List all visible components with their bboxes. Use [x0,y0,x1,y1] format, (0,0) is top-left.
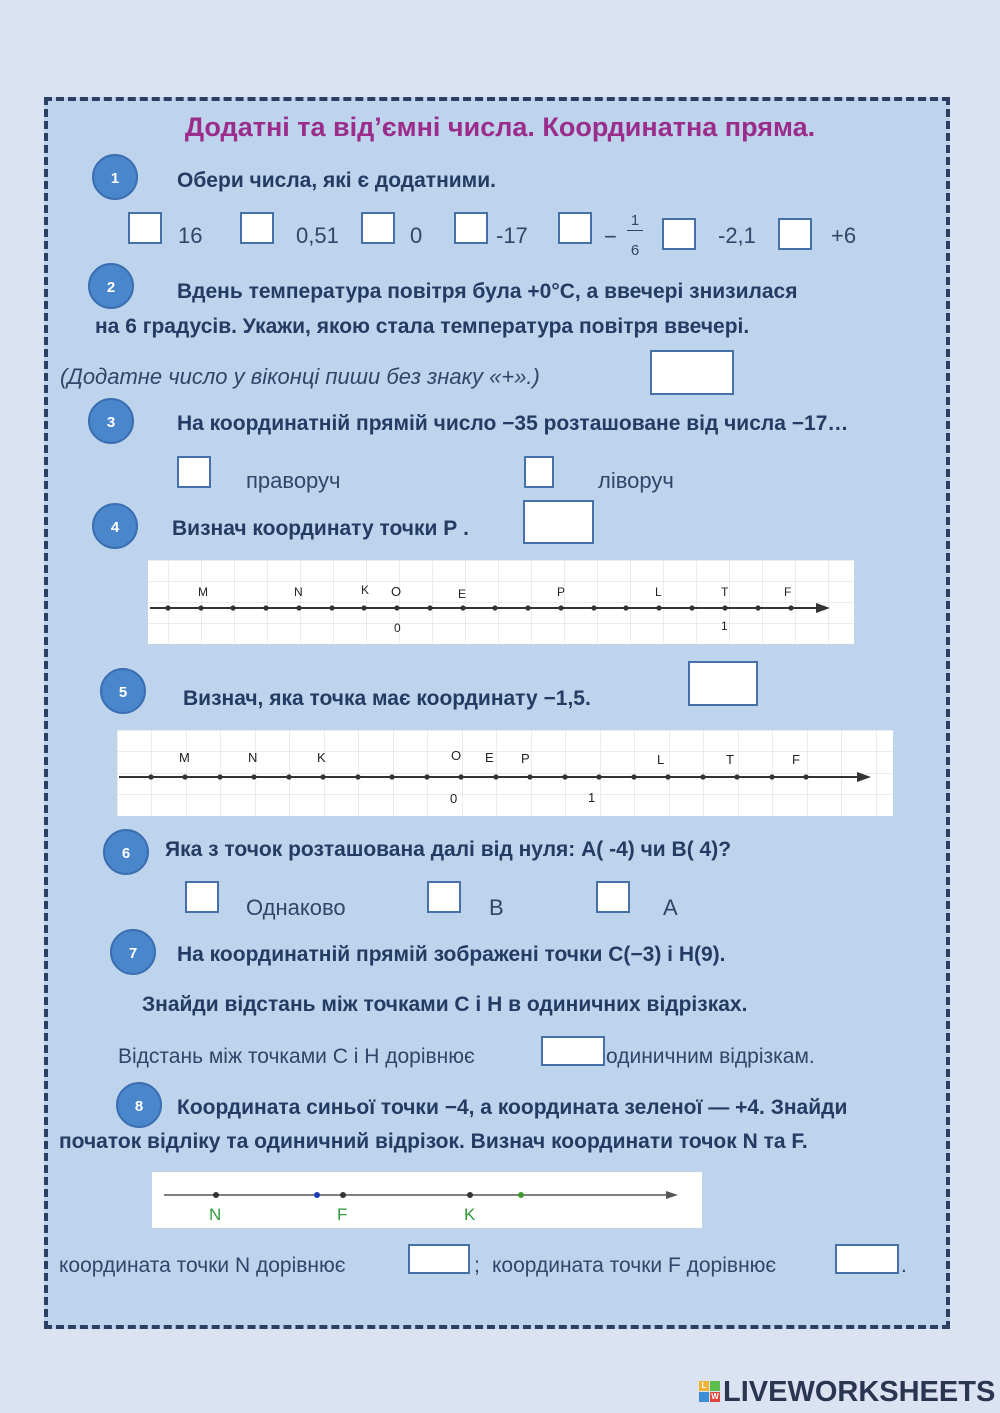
question-8-line-1: Координата синьої точки −4, а координата зеленої — +4. Знайди [177,1096,848,1119]
tick-dot [427,605,432,610]
tick-dot [700,774,705,779]
point-label-k: K [361,583,370,597]
question-number-1: 1 [92,154,138,200]
tick-dot [458,774,463,779]
point-label-k: K [317,750,326,765]
point-label-f: F [792,752,800,767]
q1-checkbox-5[interactable] [558,212,592,244]
tick-dot [596,774,601,779]
point-label-o: O [391,584,402,599]
question-number-8: 8 [116,1082,162,1128]
question-2-hint: (Додатне число у віконці пиши без знаку «+».) [60,364,540,389]
point-label-o: O [451,748,462,763]
q1-checkbox-2[interactable] [240,212,274,244]
point-label-l: L [657,752,665,767]
q2-answer-input[interactable] [650,350,734,395]
point-label-l: L [655,585,662,599]
q1-option-2: 0,51 [296,223,339,248]
tick-dot [182,774,187,779]
q3-checkbox-left[interactable] [524,456,554,488]
q6-option-a: А [663,895,678,920]
q1-option-6: +6 [831,223,857,248]
tick-dot [148,774,153,779]
tick-dot [722,605,727,610]
tick-dot [263,605,268,610]
logo-tile-w: W [711,1392,719,1401]
logo-tile-l: L [699,1381,709,1391]
question-5-text: Визнач, яка точка має координату −1,5. [183,687,591,710]
q8-separator: ; [474,1254,480,1277]
q1-option-4: -17 [496,223,528,248]
tick-dot [251,774,256,779]
tick-dot [558,605,563,610]
tick-dot [230,605,235,610]
point-label-e: E [458,587,467,601]
q4-answer-input[interactable] [523,500,594,544]
point-f-dot [340,1192,346,1198]
q1-option-5: -2,1 [718,223,756,248]
question-number-3: 3 [88,398,134,444]
tick-dot [788,605,793,610]
tick-dot [755,605,760,610]
number-line-8 [152,1172,702,1228]
tick-dot [424,774,429,779]
q1-checkbox-7[interactable] [778,218,812,250]
tick-dot [329,605,334,610]
point-label-f: F [337,1205,348,1224]
point-label-t: T [726,752,734,767]
tick-label-0: 0 [394,621,401,635]
number-line-8-strip [152,1172,702,1228]
grid-background [117,730,893,816]
point-label-m: M [198,585,208,599]
q8-answer-f-input[interactable] [835,1244,899,1274]
point-label-p: P [521,751,530,766]
green-point-dot [518,1192,524,1198]
question-number-7: 7 [110,929,156,975]
tick-dot [165,605,170,610]
tick-dot [734,774,739,779]
logo-tile-blue [699,1392,709,1402]
q1-option-1: 16 [178,223,203,248]
q3-option-right: праворуч [246,468,341,493]
q8-answer-f-label: координата точки F дорівнює [492,1254,777,1277]
grid-background [148,560,854,644]
tick-label-1: 1 [588,790,596,805]
tick-dot [355,774,360,779]
question-4-text: Визнач координату точки Р . [172,517,469,540]
point-k-dot [467,1192,473,1198]
tick-dot [623,605,628,610]
tick-dot [493,774,498,779]
point-label-k: K [464,1205,476,1224]
tick-dot [769,774,774,779]
tick-dot [460,605,465,610]
q8-end-mark: . [901,1254,907,1277]
tick-label-1: 1 [721,619,728,633]
tick-label-0: 0 [450,791,458,806]
question-2-line-1: Вдень температура повітря була +0°С, а ввечері знизилася [177,280,798,303]
q1-checkbox-1[interactable] [128,212,162,244]
point-label-p: P [557,585,566,599]
blue-point-dot [314,1192,320,1198]
tick-dot [656,605,661,610]
question-7-line-2: Знайди відстань між точками С і Н в одиничних відрізках. [142,993,748,1016]
tick-dot [689,605,694,610]
question-8-line-2: початок відліку та одиничний відрізок. Визнач координати точок N та F. [59,1130,808,1153]
point-label-n: N [248,750,258,765]
tick-dot [286,774,291,779]
q1-checkbox-6[interactable] [662,218,696,250]
question-7-line-1: На координатній прямій зображені точки С(−3) і Н(9). [177,943,726,966]
point-label-n: N [209,1205,222,1224]
tick-dot [803,774,808,779]
q1-option-3: 0 [410,223,423,248]
q3-checkbox-right[interactable] [177,456,211,488]
q7-answer-prefix: Відстань між точками С і Н дорівнює [118,1045,475,1068]
page-title: Додатні та від’ємні числа. Координатна пряма. [184,112,816,142]
number-line-5-strip [117,730,893,816]
number-line-5 [117,730,893,816]
tick-dot [562,774,567,779]
q7-answer-suffix: одиничним відрізкам. [606,1045,815,1068]
brand-name: LIVEWORKSHEETS [723,1376,996,1408]
q1-checkbox-3[interactable] [361,212,395,244]
question-number-6: 6 [103,829,149,875]
q8-answer-n-input[interactable] [408,1244,470,1274]
q6-option-b: В [489,895,504,920]
q6-checkbox-equal[interactable] [185,881,219,913]
question-3-text: На координатній прямій число −35 розташоване від числа −17… [177,412,849,435]
tick-dot [320,774,325,779]
tick-dot [198,605,203,610]
liveworksheets-logo-icon [699,1381,721,1403]
point-label-f: F [784,585,792,599]
point-label-m: M [179,750,190,765]
q6-option-equal: Однаково [246,895,346,920]
tick-dot [394,605,399,610]
tick-dot [591,605,596,610]
q1-checkbox-4[interactable] [454,212,488,244]
logo-tile-green [710,1381,720,1391]
q5-answer-input[interactable] [688,661,758,706]
tick-dot [525,605,530,610]
point-label-e: E [485,750,494,765]
tick-dot [361,605,366,610]
q1-fraction-denominator: 6 [630,242,640,259]
question-1-text: Обери числа, які є додатними. [177,169,496,192]
tick-dot [217,774,222,779]
axis-arrow [666,1191,678,1199]
tick-dot [631,774,636,779]
tick-dot [665,774,670,779]
q1-fraction-numerator: 1 [627,212,643,231]
q1-fraction-sign: − [604,224,617,249]
q7-answer-input[interactable] [541,1036,605,1066]
question-number-2: 2 [88,263,134,309]
question-number-4: 4 [92,503,138,549]
point-label-t: T [721,585,729,599]
point-n-dot [213,1192,219,1198]
q6-checkbox-b[interactable] [427,881,461,913]
number-line-4 [148,560,854,644]
tick-dot [389,774,394,779]
q3-option-left: ліворуч [598,468,674,493]
tick-dot [296,605,301,610]
question-number-5: 5 [100,668,146,714]
q8-answer-n-label: координата точки N дорівнює [59,1254,346,1277]
tick-dot [492,605,497,610]
question-6-text: Яка з точок розташована далі від нуля: А( -4) чи В( 4)? [165,838,732,861]
q6-checkbox-a[interactable] [596,881,630,913]
question-2-line-2: на 6 градусів. Укажи, якою стала температура повітря ввечері. [95,315,750,338]
point-label-n: N [294,585,303,599]
tick-dot [527,774,532,779]
number-line-4-strip [148,560,854,644]
